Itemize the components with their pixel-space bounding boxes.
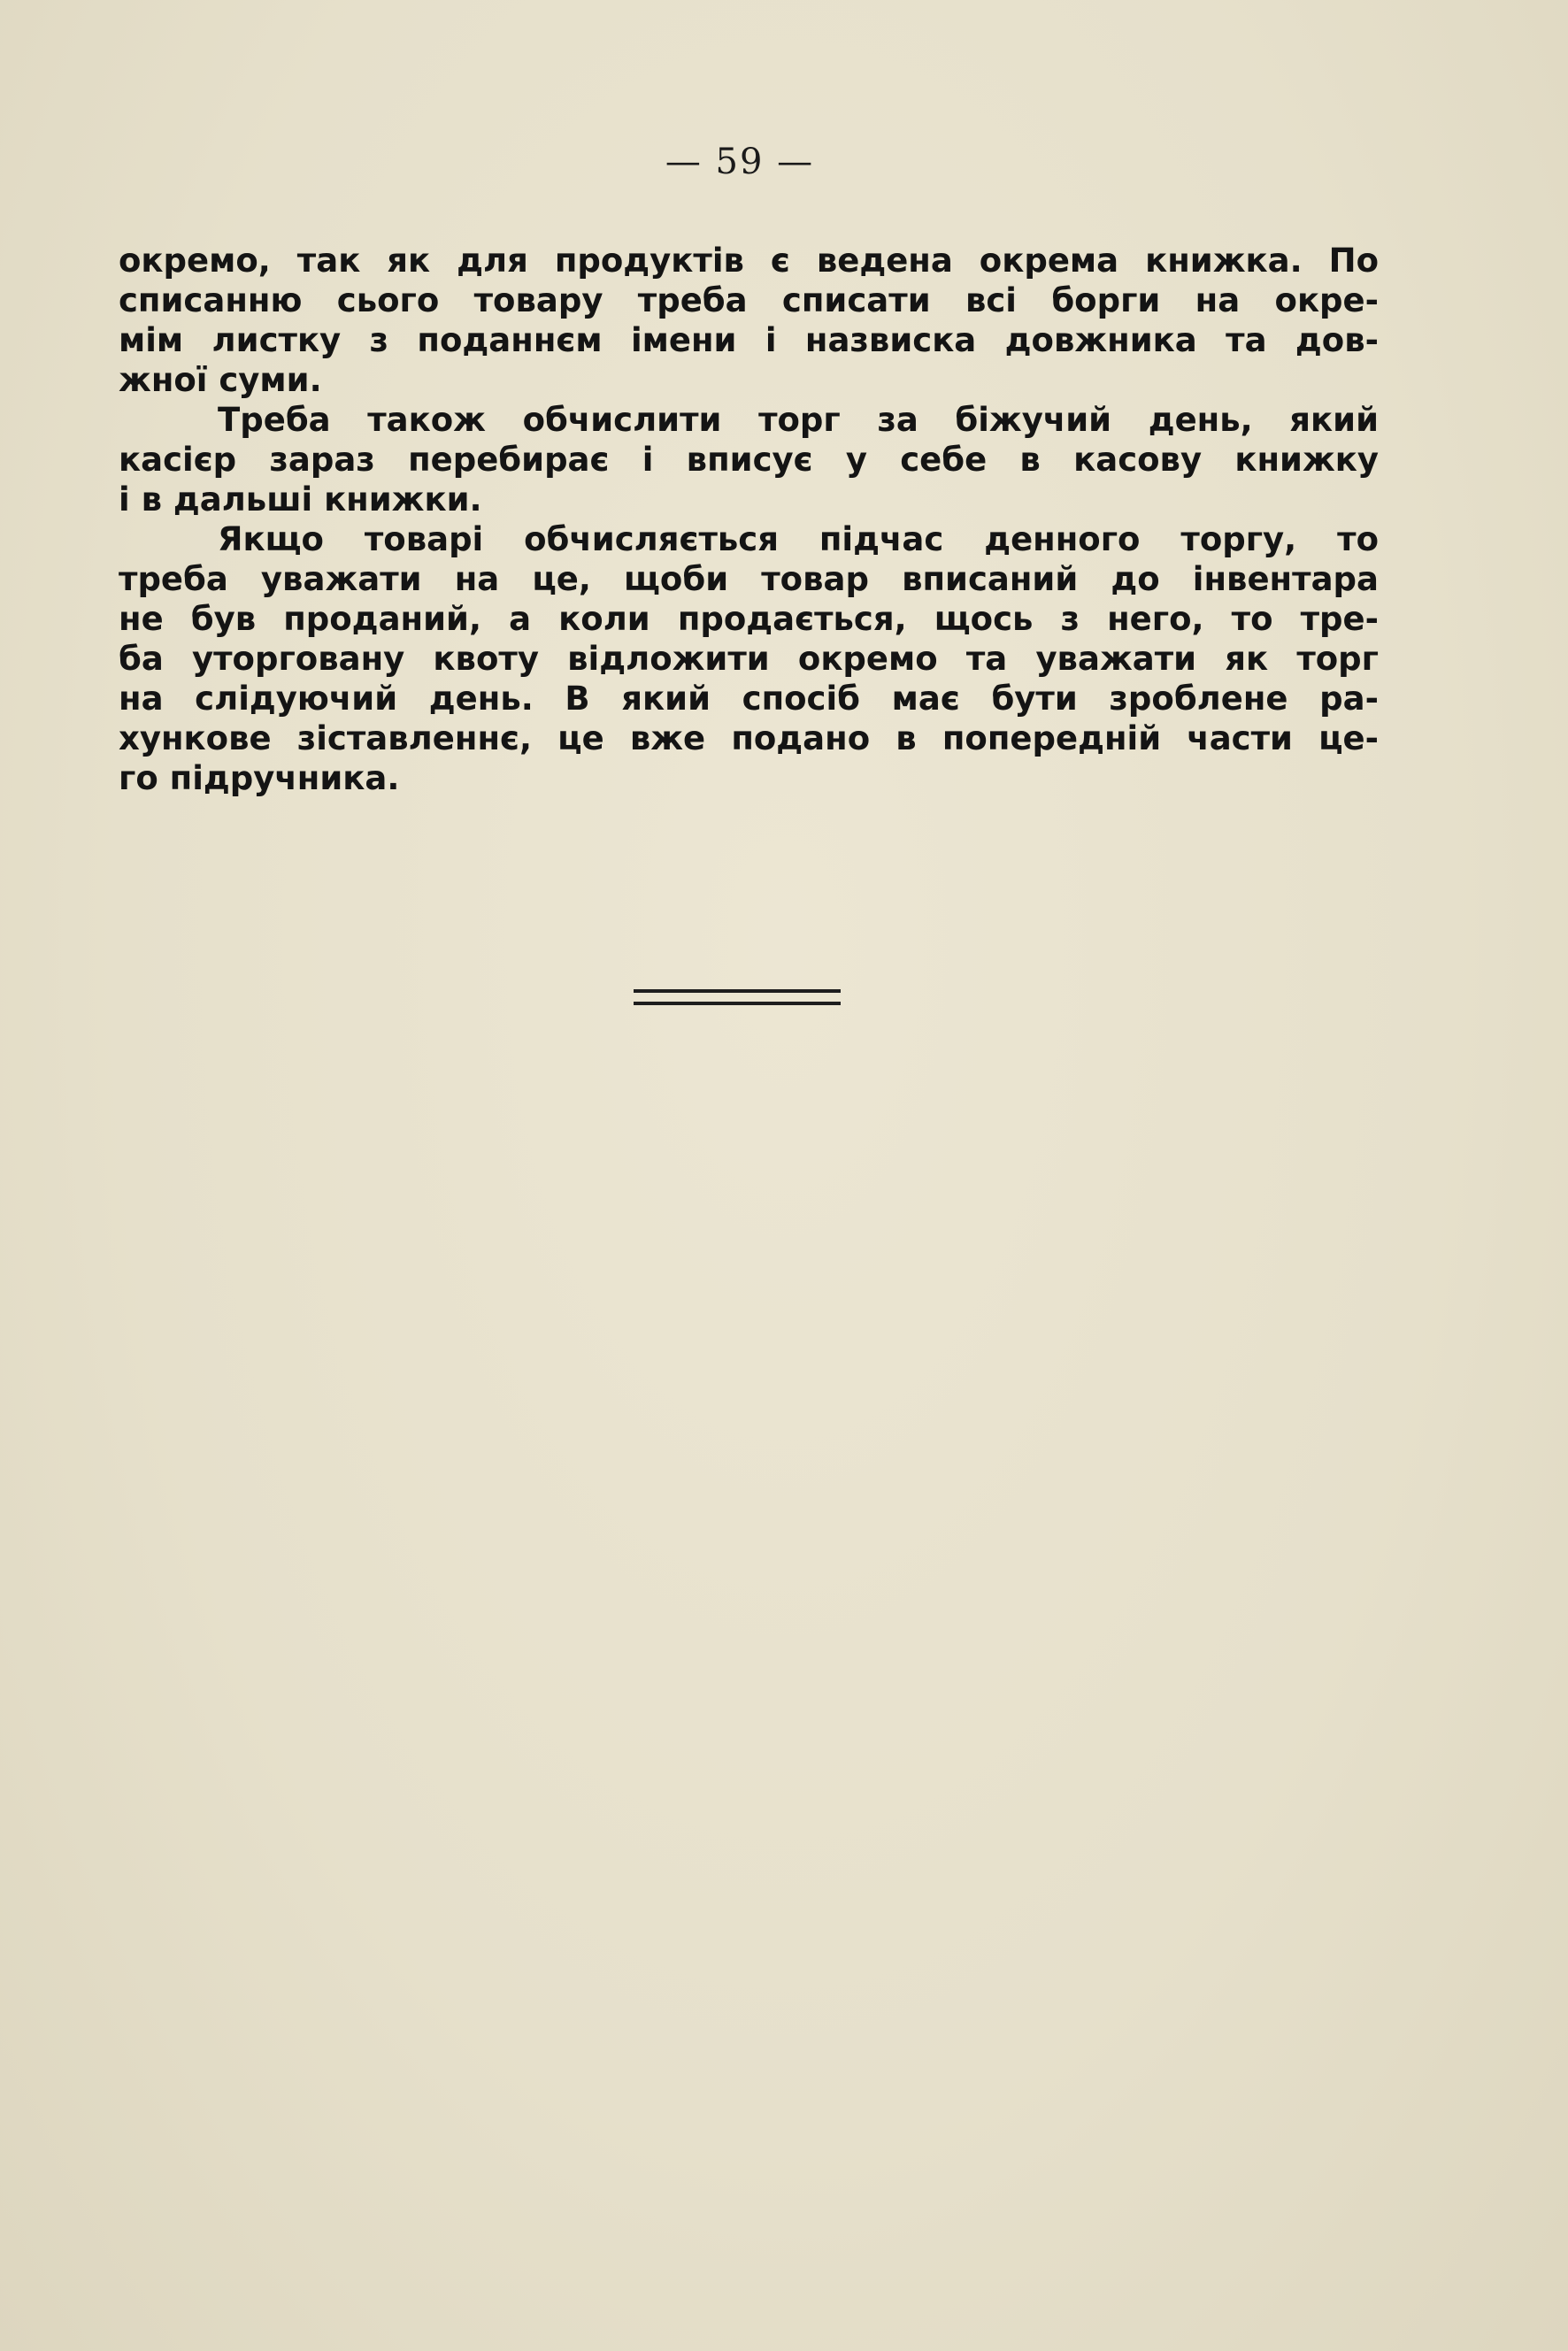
text-line: мім листку з поданнєм імени і назвиска довжника та дов- — [119, 321, 1379, 359]
text-line: і в дальші книжки. — [119, 480, 482, 519]
text-line: не був проданий, а коли продається, щось з него, то тре- — [119, 600, 1379, 638]
text-line: го підручника. — [119, 759, 400, 797]
text-line: ба уторговану квоту відложити окремо та уважати як торг — [119, 640, 1379, 678]
section-divider-bottom — [634, 1002, 841, 1005]
text-line: Якщо товарі обчисляється підчас денного торгу, то — [218, 520, 1379, 558]
text-line: касієр зараз перебирає і вписує у себе в касову книжку — [119, 441, 1379, 479]
section-divider-top — [634, 989, 841, 993]
body-text — [119, 241, 1379, 798]
text-line: треба уважати на це, щоби товар вписаний до інвентара — [119, 560, 1379, 598]
text-line: жної суми. — [119, 361, 322, 399]
text-line: окремо, так як для продуктів є ведена окрема книжка. По — [119, 242, 1379, 280]
text-line: на слідуючий день. В який спосіб має бути зроблене ра- — [119, 680, 1379, 718]
text-line: списанню сього товару треба списати всі борги на окре- — [119, 281, 1379, 319]
page-number: — 59 — — [665, 142, 815, 182]
text-line: Треба також обчислити торг за біжучий день, який — [218, 401, 1379, 439]
text-line: хункове зіставленнє, це вже подано в попередній части це- — [119, 719, 1379, 757]
